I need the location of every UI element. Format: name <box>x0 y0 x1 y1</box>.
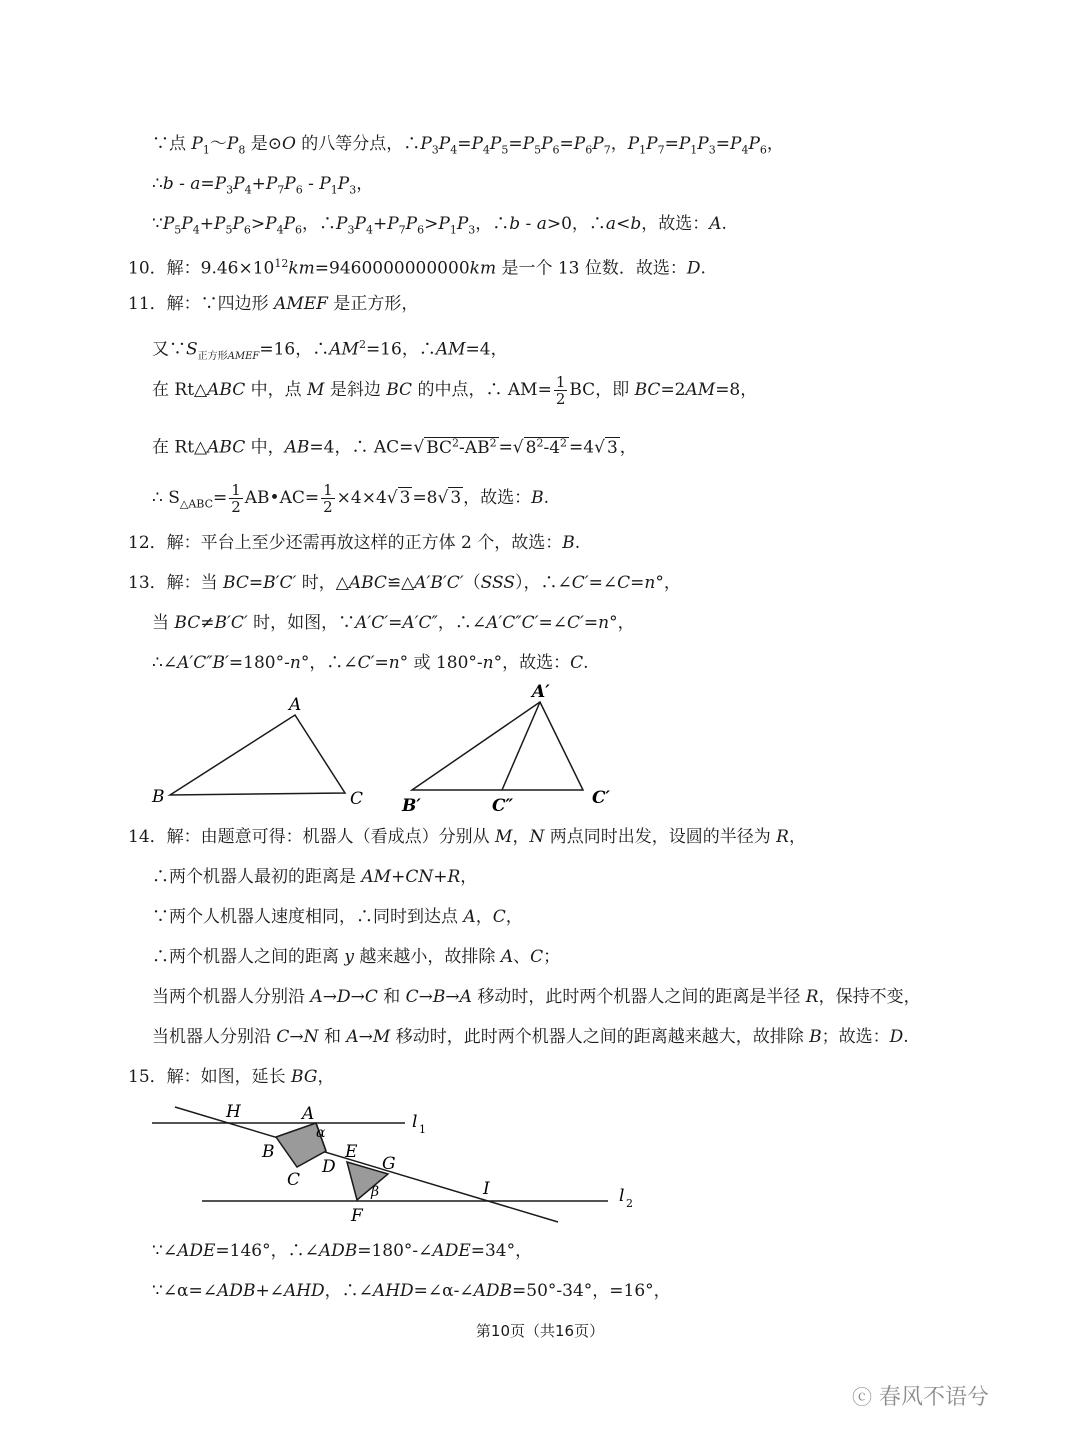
label-c: C <box>350 789 364 809</box>
watermark-text: 春风不语兮 <box>879 1385 990 1410</box>
label-a: A <box>302 1104 315 1124</box>
label-e: E <box>345 1142 358 1162</box>
solution-line-17: ∴两个机器人之间的距离 y 越来越小，故排除 A、C； <box>152 947 561 967</box>
triangle-abc <box>170 715 345 795</box>
label-alpha: α <box>316 1125 326 1141</box>
solution-line-20: 15．解：如图，延长 BG， <box>128 1067 335 1087</box>
solution-line-11: 13．解：当 BC=B′C′ 时，△ABC≌△A′B′C′（SSS），∴∠C′=∠C=n°， <box>128 573 681 593</box>
solution-line-21: ∵∠ADE=146°，∴∠ADB=180°-∠ADE=34°， <box>152 1241 533 1261</box>
solution-line-16: ∵两个人机器人速度相同，∴同时到达点 A，C， <box>152 907 523 927</box>
solution-line-9: ∴ $S_{\triangle ABC}=$ $\frac{1}{2}$ AB•AC= $\frac{1}{2}$ ×4×4√ 3 =8√ 3 ，故选：B. <box>152 481 550 516</box>
label-l2: l <box>619 1186 625 1206</box>
page-footer: 第10页（共16页） <box>475 1322 605 1340</box>
solution-line-3: $\because P_5P_4+P_5P_6>P_4P_6$，$\therefore P_3P_4+P_7P_6>P_1P_3$，∴b - a>0，∴a<b，故选：A. <box>152 214 727 237</box>
label-l1-sub: 1 <box>419 1123 426 1136</box>
label-b: B <box>152 787 165 807</box>
label-a2: A′ <box>532 682 550 702</box>
label-f: F <box>351 1206 363 1226</box>
solution-line-14: 14．解：由题意可得：机器人（看成点）分别从 M，N 两点同时出发，设圆的半径为 R， <box>128 827 806 847</box>
solution-line-5: 11．解：∵四边形 AMEF 是正方形， <box>128 294 419 314</box>
solution-line-7: 在 Rt△ABC 中，点 M 是斜边 BC 的中点，∴ AM= $\frac{1}{2}$ BC，即 BC=2AM=8， <box>152 373 758 408</box>
label-beta: β <box>371 1184 380 1200</box>
solution-line-13: ∴∠A′C″B′=180°-n°，∴∠C′=n° 或 180°-n°，故选：C. <box>152 653 589 673</box>
solution-line-19: 当机器人分别沿 C→N 和 A→M 移动时，此时两个机器人之间的距离越来越大，故排除 B；故选：D. <box>152 1027 909 1047</box>
solution-line-22: ∵∠α=∠ADB+∠AHD，∴∠AHD=∠α-∠ADB=50°-34°，=16°， <box>152 1281 671 1301</box>
solution-line-18: 当两个机器人分别沿 A→D→C 和 C→B→A 移动时，此时两个机器人之间的距离是半径 R，保持不变， <box>152 987 921 1007</box>
watermark <box>852 1380 989 1411</box>
solution-line-1: ∵点 $P_1\sim P_8$ 是⊙O 的八等分点，$\therefore P_3P_4=P_4P_5=P_5P_6=P_6P_7$，$P_1P_7=P_1P_3=P_4P_6$， <box>152 134 784 157</box>
solution-line-15: ∴两个机器人最初的距离是 AM+CN+R， <box>152 867 478 887</box>
label-b: B <box>262 1142 275 1162</box>
label-b2: B′ <box>402 796 421 816</box>
label-h: H <box>226 1102 241 1122</box>
label-l2-sub: 2 <box>626 1197 633 1210</box>
solution-line-8: 在 Rt△ABC 中，AB=4，∴ AC=√ $BC^2-AB^2$ =√ $8^2-4^2 =4√$ 3 ， <box>152 436 637 458</box>
label-i: I <box>483 1179 490 1199</box>
transversal-line <box>175 1107 558 1222</box>
solution-line-2: ∴b - $a=P_3P_4+P_7P_6 - P_1P_3$， <box>152 174 374 197</box>
solution-line-12: 当 BC≠B′C′ 时，如图，∵A′C′=A′C″，∴∠A′C″C′=∠C′=n°， <box>152 613 635 633</box>
solution-line-4: 10．解：$9.46\times 10^{12}km=9460000000000km$ 是一个 13 位数．故选：D. <box>128 257 706 279</box>
solution-line-6: 又$\because S_{正方形AMEF}=16$，$\therefore AM^2=16$，∴AM=4， <box>152 338 508 363</box>
triangle-a2b2c2 <box>412 702 583 790</box>
label-l1: l <box>412 1112 418 1132</box>
parallel-lines-figure-q15 <box>140 1095 660 1230</box>
wechat-icon: ⓒ <box>852 1385 872 1409</box>
label-a: A <box>289 695 302 715</box>
label-d: D <box>322 1157 336 1177</box>
triangle-figure-q13 <box>140 680 640 820</box>
label-c: C <box>287 1170 301 1190</box>
label-c2: C′ <box>592 788 611 808</box>
solution-line-10: 12．解：平台上至少还需再放这样的正方体 2 个，故选：B. <box>128 533 581 553</box>
label-c3: C″ <box>492 796 514 816</box>
label-g: G <box>382 1154 396 1174</box>
